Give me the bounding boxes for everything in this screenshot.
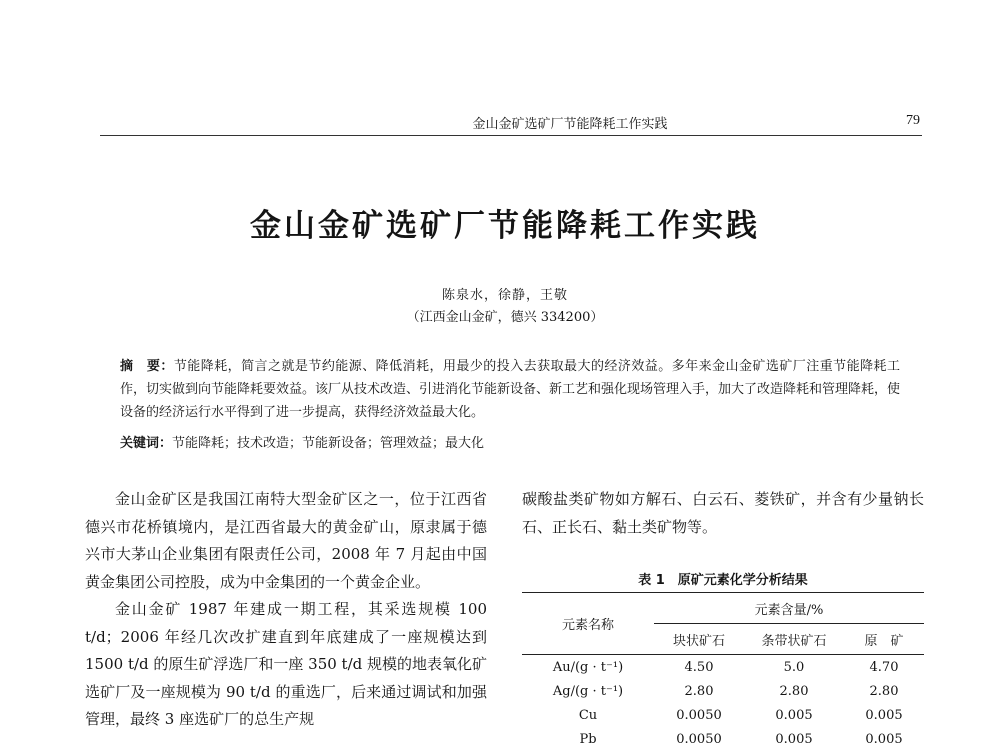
abstract-text: 节能降耗，简言之就是节约能源、降低消耗，用最少的投入去获取最大的经济效益。多年来金山金矿选矿厂注重节能降耗工作，切实做到向节能降耗要效益。该厂从技术改造、引进消化节能新设备、新工艺和强化现场管理入手，加大了改造降耗和管理降耗，使设备的经济运行水平得到了进一步提高，获得经济效益最大化。	[120, 359, 901, 420]
table-caption: 表 1 原矿元素化学分析结果	[638, 573, 808, 588]
table-cell: 5.0	[783, 659, 805, 675]
table-header-col: 条带状矿石	[744, 624, 844, 655]
body-paragraph: 金山金矿 1987 年建成一期工程，其采选规模 100 t/d；2006 年经几次改扩建直到年底建成了一座规模达到 1500 t/d 的原生矿浮选厂和一座 350 t/d 规模的地表氧化矿选矿厂及一座规模为 90 t/d 的重选厂，后来通过调试和加强管理，最终 3 座选矿厂的总生产规	[85, 600, 488, 728]
abstract-label: 摘 要：	[120, 359, 174, 374]
article-authors: 陈泉水，徐静，王敬	[441, 288, 568, 303]
table-cell-element: Cu	[578, 707, 598, 723]
table-row	[522, 655, 924, 680]
article-affiliation: （江西金山金矿，德兴 334200）	[406, 310, 604, 325]
table-row	[522, 679, 924, 703]
table-header-col: 块状矿石	[654, 624, 744, 655]
table-row	[522, 703, 924, 727]
table-cell: 0.0050	[676, 731, 722, 747]
body-column-left	[85, 486, 487, 734]
table-header-group: 元素含量/%	[654, 593, 924, 624]
abstract	[120, 355, 900, 424]
table-cell: 2.80	[779, 683, 809, 699]
table-cell-element: Au/(g · t⁻¹)	[552, 659, 624, 675]
table-cell: 0.0050	[676, 707, 722, 723]
keywords	[120, 432, 900, 451]
table-header-col: 原 矿	[844, 624, 924, 655]
body-paragraph: 碳酸盐类矿物如方解石、白云石、菱铁矿，并含有少量钠长石、正长石、黏土类矿物等。	[522, 490, 924, 536]
table-cell: 4.50	[684, 659, 714, 675]
table-cell-element: Pb	[579, 731, 597, 747]
running-header	[100, 113, 922, 136]
analysis-table	[522, 592, 924, 751]
table-cell: 2.80	[684, 683, 714, 699]
table-cell-element: Ag/(g · t⁻¹)	[552, 683, 624, 699]
article-title: 金山金矿选矿厂节能降耗工作实践	[250, 208, 760, 244]
table-row	[522, 727, 924, 751]
table-cell: 2.80	[869, 683, 899, 699]
table-header-element: 元素名称	[522, 593, 654, 655]
table-cell: 0.005	[865, 731, 903, 747]
page-number: 79	[906, 113, 920, 128]
body-paragraph: 金山金矿区是我国江南特大型金矿区之一，位于江西省德兴市花桥镇境内，是江西省最大的黄金矿山，原隶属于德兴市大茅山企业集团有限责任公司，2008 年 7 月起由中国黄金集团公司控股，成为中金集团的一个黄金企业。	[85, 490, 487, 591]
table-cell: 0.005	[775, 707, 813, 723]
table-cell: 4.70	[869, 659, 899, 675]
keywords-text: 节能降耗；技术改造；节能新设备；管理效益；最大化	[172, 436, 485, 451]
running-title: 金山金矿选矿厂节能降耗工作实践	[472, 117, 668, 132]
table-cell: 0.005	[775, 731, 813, 747]
keywords-label: 关键词：	[120, 436, 173, 451]
body-column-right	[522, 486, 924, 541]
table-cell: 0.005	[865, 707, 903, 723]
